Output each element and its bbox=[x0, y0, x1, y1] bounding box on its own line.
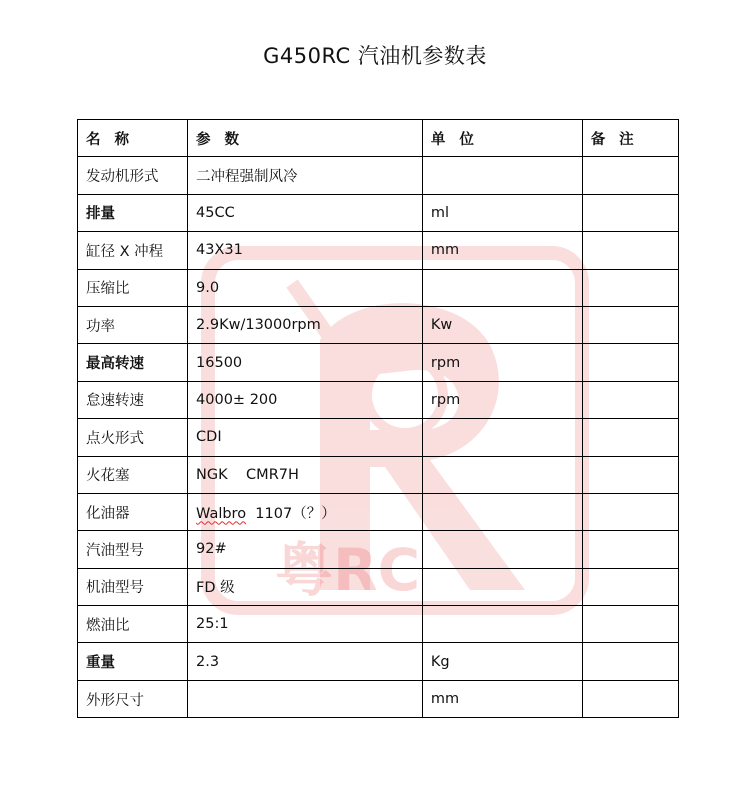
row-name: 化油器 bbox=[78, 493, 188, 530]
row-name: 压缩比 bbox=[78, 269, 188, 306]
row-note bbox=[582, 194, 678, 231]
row-unit bbox=[422, 456, 582, 493]
page-title: G450RC 汽油机参数表 bbox=[263, 44, 487, 68]
row-value: 43X31 bbox=[188, 232, 423, 269]
header-unit: 单位 bbox=[422, 120, 582, 157]
row-value: CDI bbox=[188, 419, 423, 456]
row-value: 16500 bbox=[188, 344, 423, 381]
table-row bbox=[78, 344, 679, 381]
row-note bbox=[582, 269, 678, 306]
row-value bbox=[188, 680, 423, 717]
row-unit: rpm bbox=[422, 344, 582, 381]
row-note bbox=[582, 381, 678, 418]
table-row bbox=[78, 232, 679, 269]
watermark-text: 粤RC bbox=[275, 536, 421, 604]
table-row bbox=[78, 194, 679, 231]
row-unit bbox=[422, 419, 582, 456]
row-note bbox=[582, 568, 678, 605]
row-note bbox=[582, 531, 678, 568]
row-name: 排量 bbox=[78, 194, 188, 231]
table-row bbox=[78, 157, 679, 194]
row-unit: Kg bbox=[422, 643, 582, 680]
table-row bbox=[78, 306, 679, 343]
row-unit bbox=[422, 531, 582, 568]
row-value: 92# bbox=[188, 531, 423, 568]
row-note bbox=[582, 493, 678, 530]
row-note bbox=[582, 680, 678, 717]
row-note bbox=[582, 643, 678, 680]
row-value: 45CC bbox=[188, 194, 423, 231]
row-name: 发动机形式 bbox=[78, 157, 188, 194]
header-name: 名称 bbox=[78, 120, 188, 157]
row-unit: mm bbox=[422, 680, 582, 717]
row-value: 二冲程强制风冷 bbox=[188, 157, 423, 194]
table-row bbox=[78, 680, 679, 717]
carburetor-brand: Walbro bbox=[196, 505, 247, 522]
row-note bbox=[582, 419, 678, 456]
row-unit bbox=[422, 157, 582, 194]
row-value: 25:1 bbox=[188, 606, 423, 643]
row-name: 点火形式 bbox=[78, 419, 188, 456]
table-row bbox=[78, 643, 679, 680]
row-unit bbox=[422, 269, 582, 306]
row-note bbox=[582, 456, 678, 493]
table-row bbox=[78, 531, 679, 568]
row-unit: ml bbox=[422, 194, 582, 231]
row-unit bbox=[422, 493, 582, 530]
row-name: 机油型号 bbox=[78, 568, 188, 605]
row-name: 怠速转速 bbox=[78, 381, 188, 418]
spec-table bbox=[77, 119, 679, 718]
row-unit: rpm bbox=[422, 381, 582, 418]
row-unit: Kw bbox=[422, 306, 582, 343]
row-note bbox=[582, 344, 678, 381]
row-value: 4000± 200 bbox=[188, 381, 423, 418]
carburetor-model: 1107（？） bbox=[246, 505, 336, 522]
row-value: 9.0 bbox=[188, 269, 423, 306]
table-row bbox=[78, 269, 679, 306]
row-unit: mm bbox=[422, 232, 582, 269]
row-note bbox=[582, 606, 678, 643]
row-unit bbox=[422, 568, 582, 605]
row-name: 外形尺寸 bbox=[78, 680, 188, 717]
row-unit bbox=[422, 606, 582, 643]
table-row bbox=[78, 568, 679, 605]
row-name: 最高转速 bbox=[78, 344, 188, 381]
row-name: 汽油型号 bbox=[78, 531, 188, 568]
table-row bbox=[78, 493, 679, 530]
row-name: 燃油比 bbox=[78, 606, 188, 643]
row-value: NGK CMR7H bbox=[188, 456, 423, 493]
row-name: 功率 bbox=[78, 306, 188, 343]
row-value: 2.3 bbox=[188, 643, 423, 680]
row-name: 缸径 X 冲程 bbox=[78, 232, 188, 269]
row-note bbox=[582, 157, 678, 194]
row-value: 2.9Kw/13000rpm bbox=[188, 306, 423, 343]
header-value: 参数 bbox=[188, 120, 423, 157]
header-note: 备注 bbox=[582, 120, 678, 157]
row-note bbox=[582, 232, 678, 269]
table-row bbox=[78, 456, 679, 493]
table-row bbox=[78, 381, 679, 418]
row-name: 火花塞 bbox=[78, 456, 188, 493]
row-value bbox=[188, 493, 423, 530]
row-name: 重量 bbox=[78, 643, 188, 680]
table-row bbox=[78, 606, 679, 643]
table-row bbox=[78, 419, 679, 456]
row-value: FD 级 bbox=[188, 568, 423, 605]
table-header-row bbox=[78, 120, 679, 157]
row-note bbox=[582, 306, 678, 343]
